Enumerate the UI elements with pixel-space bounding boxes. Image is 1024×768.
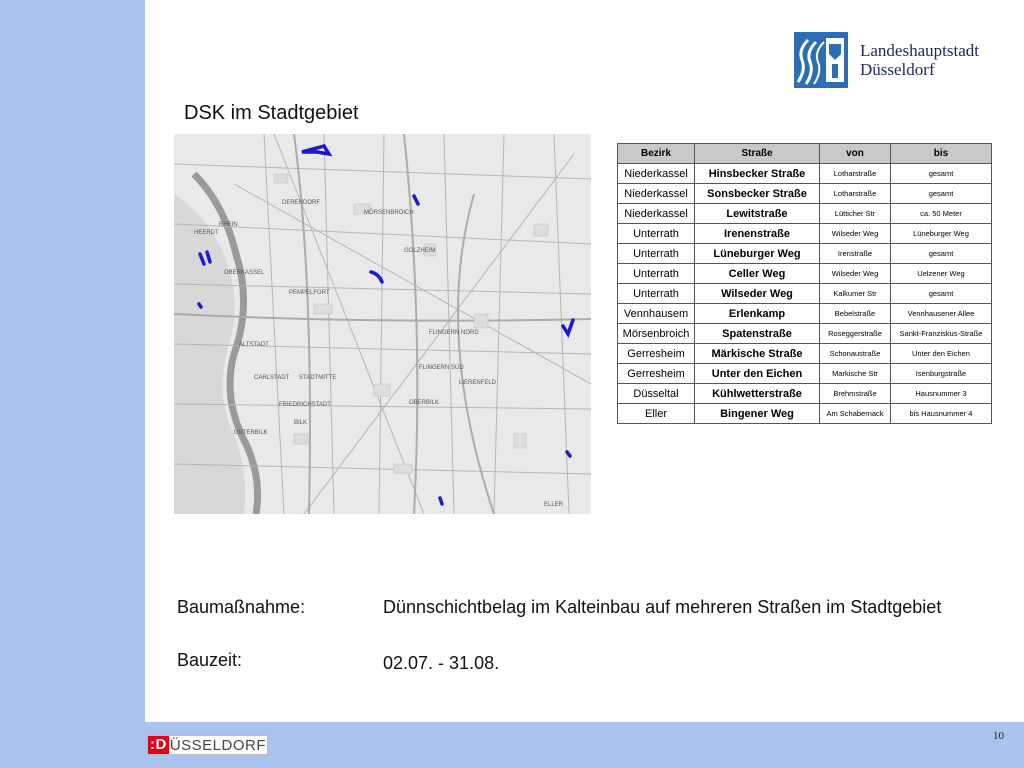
page-number: 10 (993, 730, 1004, 742)
table-cell: Kalkumer Str (820, 284, 891, 304)
map-district-label: ALTSTADT (239, 342, 269, 348)
city-emblem-icon (794, 32, 848, 88)
table-cell: Gerresheim (618, 344, 695, 364)
table-cell: Wilseder Weg (695, 284, 820, 304)
table-row (618, 364, 992, 384)
table-cell: Eller (618, 404, 695, 424)
table-cell: bis Hausnummer 4 (891, 404, 992, 424)
table-cell: Unter den Eichen (891, 344, 992, 364)
table-cell: Bingener Weg (695, 404, 820, 424)
table-cell: Niederkassel (618, 184, 695, 204)
table-cell: Unterrath (618, 244, 695, 264)
table-cell: Markische Str (820, 364, 891, 384)
map-district-label: OBERKASSEL (224, 270, 265, 276)
marker-spatenstrasse (567, 452, 570, 456)
table-cell: Celler Weg (695, 264, 820, 284)
table-cell: Lüneburger Weg (891, 224, 992, 244)
map-district-label: BILK (294, 420, 308, 426)
table-cell: Vennhausener Allee (891, 304, 992, 324)
table-cell: Schonaustraße (820, 344, 891, 364)
map-district-label: PEMPELFORT (289, 290, 330, 296)
map-district-label: FRIEDRICHSTADT (279, 402, 331, 408)
period-label: Bauzeit: (177, 650, 243, 670)
table-cell: gesamt (891, 244, 992, 264)
measure-label: Baumaßnahme: (177, 597, 306, 617)
table-cell: Lütticher Str (820, 204, 891, 224)
map-district-label: GOLZHEIM (404, 248, 436, 254)
table-cell: Irenenstraße (695, 224, 820, 244)
map-district-label: OBERBILK (409, 400, 440, 406)
table-row (618, 324, 992, 344)
table-cell: Unterrath (618, 224, 695, 244)
column-header: bis (891, 144, 992, 164)
table-cell: Lotharstraße (820, 164, 891, 184)
table-cell: Lüneburger Weg (695, 244, 820, 264)
street-table (617, 143, 992, 424)
map-district-label: LIERENFELD (459, 380, 497, 386)
footer-logo (147, 735, 268, 755)
table-cell: Wilseder Weg (820, 264, 891, 284)
table-cell: Hausnummer 3 (891, 384, 992, 404)
table-row (618, 304, 992, 324)
table-cell: Unter den Eichen (695, 364, 820, 384)
map-district-label: CARLSTADT (254, 375, 290, 381)
table-header-row (618, 144, 992, 164)
table-row (618, 284, 992, 304)
table-row (618, 404, 992, 424)
table-cell: Niederkassel (618, 164, 695, 184)
table-cell: Unterrath (618, 264, 695, 284)
table-cell: Erlenkamp (695, 304, 820, 324)
table-cell: Düsseltal (618, 384, 695, 404)
table-row (618, 384, 992, 404)
table-cell: Mörsenbroich (618, 324, 695, 344)
table-cell: Brehmstraße (820, 384, 891, 404)
column-header: Straße (695, 144, 820, 164)
left-accent-band (0, 0, 145, 768)
map-district-label: ELLER (544, 502, 564, 508)
table-cell: Kühlwetterstraße (695, 384, 820, 404)
page-title: DSK im Stadtgebiet (184, 102, 359, 124)
table-row (618, 224, 992, 244)
column-header: von (820, 144, 891, 164)
map-district-label: DERENDORF (282, 200, 321, 206)
table-cell: Lewitstraße (695, 204, 820, 224)
table-cell: Gerresheim (618, 364, 695, 384)
logo-line1: Landeshauptstadt (860, 41, 979, 60)
marker-bingener (440, 498, 442, 504)
period-value: 02.07. - 31.08. (383, 653, 500, 673)
table-cell: Unterrath (618, 284, 695, 304)
table-cell: Lotharstraße (820, 184, 891, 204)
footer-logo-text: ÜSSELDORF (169, 736, 267, 754)
city-map (174, 134, 591, 514)
logo-line2: Düsseldorf (860, 60, 935, 79)
map-district-label: UNTERBILK (234, 430, 268, 436)
column-header: Bezirk (618, 144, 695, 164)
table-row (618, 164, 992, 184)
table-cell: Am Schabernack (820, 404, 891, 424)
map-district-label: FLINGERN SÜD (419, 365, 464, 371)
table-cell: ca. 50 Meter (891, 204, 992, 224)
table-cell: Isenburgstraße (891, 364, 992, 384)
table-cell: gesamt (891, 164, 992, 184)
map-district-label: STADTMITTE (299, 375, 337, 381)
table-cell: Märkische Straße (695, 344, 820, 364)
table-cell: Roseggerstraße (820, 324, 891, 344)
table-cell: Wilseder Weg (820, 224, 891, 244)
table-row (618, 344, 992, 364)
table-cell: Hinsbecker Straße (695, 164, 820, 184)
map-district-label: RHEIN (219, 222, 238, 228)
table-row (618, 184, 992, 204)
table-row (618, 264, 992, 284)
table-cell: Sankt-Franziskus-Straße (891, 324, 992, 344)
table-cell: gesamt (891, 184, 992, 204)
table-cell: Vennhausem (618, 304, 695, 324)
table-cell: Sonsbecker Straße (695, 184, 820, 204)
measure-value: Dünnschichtbelag im Kalteinbau auf mehreren Straßen im Stadtgebiet (383, 597, 942, 617)
city-logo (794, 32, 979, 88)
map-district-label: FLINGERN NORD (429, 330, 479, 336)
table-cell: Bebelstraße (820, 304, 891, 324)
table-cell: Uelzener Weg (891, 264, 992, 284)
footer-logo-mark: :D (150, 736, 167, 753)
table-cell: Niederkassel (618, 204, 695, 224)
table-cell: Irenstraße (820, 244, 891, 264)
map-district-label: MÖRSENBROICH (364, 210, 414, 216)
table-cell: Spatenstraße (695, 324, 820, 344)
table-row (618, 204, 992, 224)
map-district-label: HEERDT (194, 230, 219, 236)
marker-luneburger (199, 304, 201, 307)
table-cell: gesamt (891, 284, 992, 304)
table-row (618, 244, 992, 264)
